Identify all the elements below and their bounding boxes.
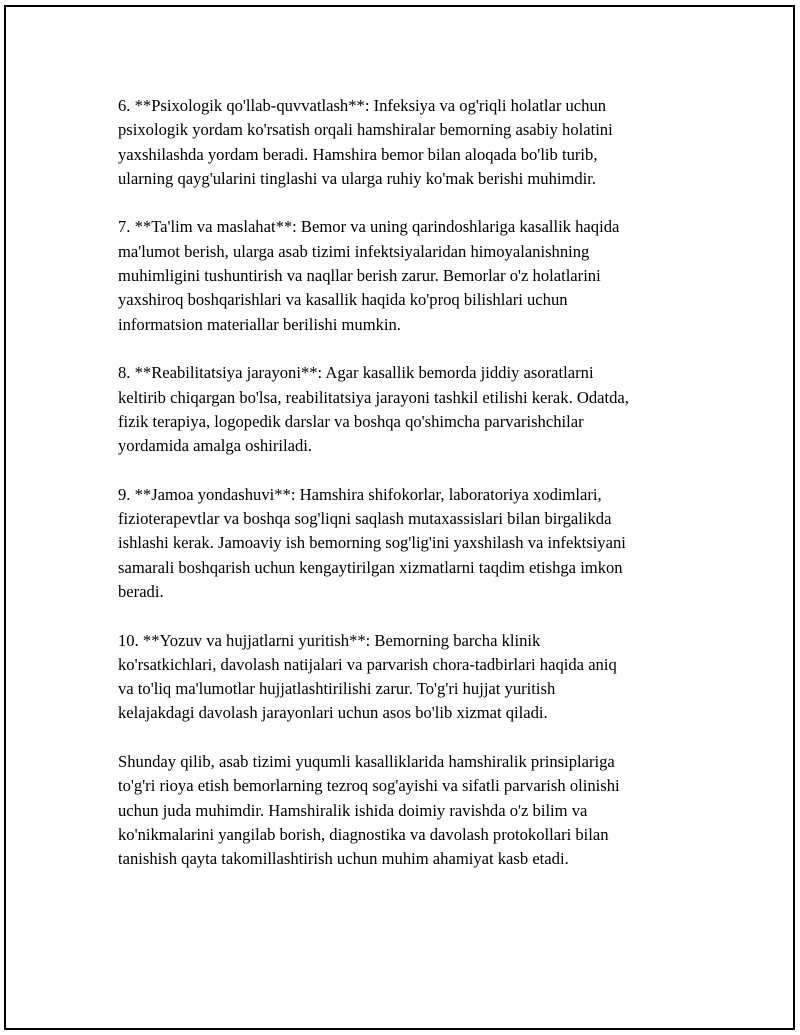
paragraph-rehabilitation: [118, 361, 698, 458]
paragraph-psychological-support: [118, 94, 698, 191]
text-line: beradi.: [118, 581, 164, 601]
text-line: kelajakdagi davolash jarayonlari uchun asos bo'lib xizmat qiladi.: [118, 703, 548, 723]
text-line: to'g'ri rioya etish bemorlarning tezroq sog'ayishi va sifatli parvarish olinishi: [118, 776, 620, 796]
text-line: psixologik yordam ko'rsatish orqali hamshiralar bemorning asabiy holatini: [118, 120, 613, 140]
text-line: informatsion materiallar berilishi mumkin.: [118, 314, 401, 334]
text-line: 8. **Reabilitatsiya jarayoni**: Agar kasallik bemorda jiddiy asoratlarni: [118, 363, 594, 383]
text-line: Shunday qilib, asab tizimi yuqumli kasalliklarida hamshiralik prinsiplariga: [118, 752, 615, 772]
text-line: yaxshiroq boshqarishlari va kasallik haqida ko'proq bilishlari uchun: [118, 290, 568, 310]
text-line: yordamida amalga oshiriladi.: [118, 436, 312, 456]
text-line: ko'nikmalarini yangilab borish, diagnostika va davolash protokollari bilan: [118, 824, 609, 844]
paragraph-team-approach: [118, 483, 698, 604]
paragraph-education-advice: [118, 215, 698, 336]
text-line: ishlashi kerak. Jamoaviy ish bemorning sog'lig'ini yaxshilash va infektsiyani: [118, 533, 626, 553]
text-line: yaxshilashda yordam beradi. Hamshira bemor bilan aloqada bo'lib turib,: [118, 144, 598, 164]
text-line: fizik terapiya, logopedik darslar va boshqa qo'shimcha parvarishchilar: [118, 411, 584, 431]
text-line: 9. **Jamoa yondashuvi**: Hamshira shifokorlar, laboratoriya xodimlari,: [118, 484, 602, 504]
text-line: samarali boshqarish uchun kengaytirilgan xizmatlarni taqdim etishga imkon: [118, 557, 623, 577]
text-line: tanishish qayta takomillashtirish uchun muhim ahamiyat kasb etadi.: [118, 849, 569, 869]
text-line: ko'rsatkichlari, davolash natijalari va parvarish chora-tadbirlari haqida aniq: [118, 654, 617, 674]
text-line: 10. **Yozuv va hujjatlarni yuritish**: Bemorning barcha klinik: [118, 630, 541, 650]
document-body: [118, 94, 698, 896]
text-line: muhimligini tushuntirish va naqllar berish zarur. Bemorlar o'z holatlarini: [118, 266, 601, 286]
text-line: va to'liq ma'lumotlar hujjatlashtirilishi zarur. To'g'ri hujjat yuritish: [118, 679, 556, 699]
text-line: uchun juda muhimdir. Hamshiralik ishida doimiy ravishda o'z bilim va: [118, 800, 588, 820]
text-line: 6. **Psixologik qo'llab-quvvatlash**: Infeksiya va og'riqli holatlar uchun: [118, 96, 607, 115]
text-line: keltirib chiqargan bo'lsa, reabilitatsiya jarayoni tashkil etilishi kerak. Odatda,: [118, 387, 629, 407]
paragraph-documentation: [118, 629, 698, 726]
text-line: fizioterapevtlar va boshqa sog'liqni saqlash mutaxassislari bilan birgalikda: [118, 509, 612, 529]
text-line: ma'lumot berish, ularga asab tizimi infektsiyalaridan himoyalanishning: [118, 241, 590, 261]
text-line: 7. **Ta'lim va maslahat**: Bemor va uning qarindoshlariga kasallik haqida: [118, 217, 620, 237]
paragraph-conclusion: [118, 750, 698, 871]
text-line: ularning qayg'ularini tinglashi va ularga ruhiy ko'mak berishi muhimdir.: [118, 168, 597, 188]
